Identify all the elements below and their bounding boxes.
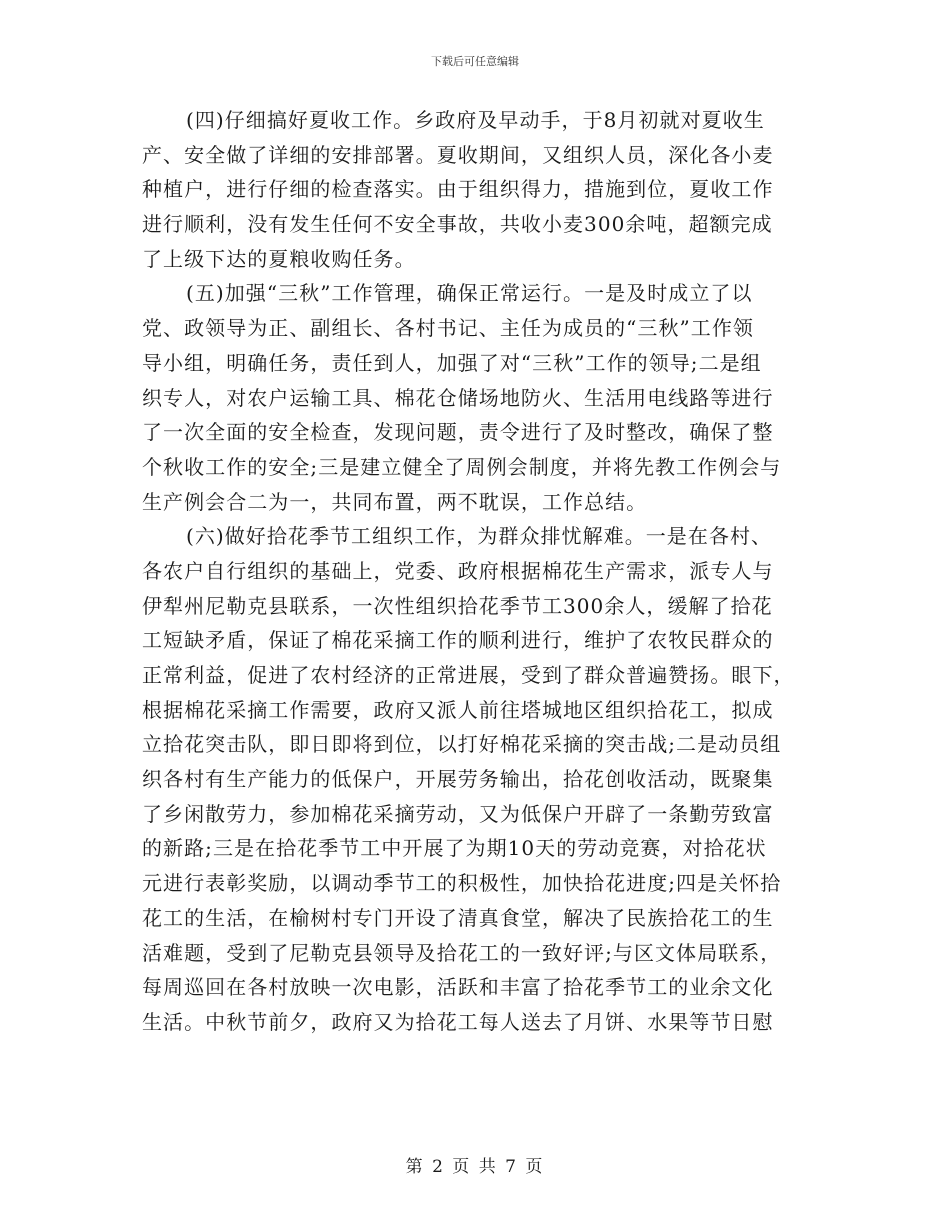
paragraph-line: 生产例会合二为一，共同布置，两不耽误，工作总结。 bbox=[142, 489, 648, 514]
paragraph-line: (六)做好拾花季节工组织工作，为群众排忧解难。一是在各村、 bbox=[186, 524, 773, 549]
paragraph-line: 元进行表彰奖励，以调动季节工的积极性，加快拾花进度;四是关怀拾 bbox=[142, 871, 782, 896]
document-body bbox=[142, 103, 802, 1040]
paragraph-line: (五)加强“三秋”工作管理，确保正常运行。一是及时成立了以 bbox=[186, 281, 753, 306]
paragraph-line: 种植户，进行仔细的检查落实。由于组织得力，措施到位，夏收工作 bbox=[142, 177, 774, 202]
paragraph-line: 花工的生活，在榆树村专门开设了清真食堂，解决了民族拾花工的生 bbox=[142, 905, 774, 930]
paragraph-line: 了乡闲散劳力，参加棉花采摘劳动，又为低保户开辟了一条勤劳致富 bbox=[142, 801, 774, 826]
paragraph-line: 织各村有生产能力的低保户，开展劳务输出，拾花创收活动，既聚集 bbox=[142, 767, 774, 792]
paragraph-line: 党、政领导为正、副组长、各村书记、主任为成员的“三秋”工作领 bbox=[142, 316, 754, 341]
paragraph-line: 根据棉花采摘工作需要，政府又派人前往塔城地区组织拾花工，拟成 bbox=[142, 697, 774, 722]
paragraph-line: 了一次全面的安全检查，发现问题，责令进行了及时整改，确保了整 bbox=[142, 420, 774, 445]
paragraph-line: 进行顺利，没有发生任何不安全事故，共收小麦300余吨，超额完成 bbox=[142, 212, 773, 237]
paragraph-line: 导小组，明确任务，责任到人，加强了对“三秋”工作的领导;二是组 bbox=[142, 350, 762, 375]
paragraph-line: (四)仔细搞好夏收工作。乡政府及早动手，于8月初就对夏收生 bbox=[186, 108, 765, 132]
paragraph-line: 每周巡回在各村放映一次电影，活跃和丰富了拾花季节工的业余文化 bbox=[142, 975, 774, 1000]
page-number-footer: 第 2 页 共 7 页 bbox=[405, 1157, 545, 1177]
paragraph-line: 伊犁州尼勒克县联系，一次性组织拾花季节工300余人，缓解了拾花 bbox=[142, 593, 773, 618]
paragraph-line: 产、安全做了详细的安排部署。夏收期间，又组织人员，深化各小麦 bbox=[142, 142, 774, 167]
paragraph-line: 正常利益，促进了农村经济的正常进展，受到了群众普遍赞扬。眼下， bbox=[142, 663, 795, 687]
paragraph-line: 活难题，受到了尼勒克县领导及拾花工的一致好评;与区文体局联系， bbox=[142, 940, 782, 965]
paragraph-line: 了上级下达的夏粮收购任务。 bbox=[142, 246, 416, 271]
paragraph-line: 个秋收工作的安全;三是建立健全了周例会制度，并将先教工作例会与 bbox=[142, 454, 782, 479]
paragraph-line: 工短缺矛盾，保证了棉花采摘工作的顺利进行，维护了农牧民群众的 bbox=[142, 628, 774, 653]
page-header-note: 下载后可任意编辑 bbox=[431, 55, 519, 68]
paragraph-line: 织专人，对农户运输工具、棉花仓储场地防火、生活用电线路等进行 bbox=[142, 385, 774, 410]
paragraph-line: 的新路;三是在拾花季节工中开展了为期10天的劳动竞赛，对拾花状 bbox=[142, 836, 767, 861]
paragraph-line: 立拾花突击队，即日即将到位，以打好棉花采摘的突击战;二是动员组 bbox=[142, 732, 782, 757]
paragraph-line: 生活。中秋节前夕，政府又为拾花工每人送去了月饼、水果等节日慰 bbox=[142, 1009, 774, 1034]
paragraph-line: 各农户自行组织的基础上，党委、政府根据棉花生产需求，派专人与 bbox=[142, 558, 774, 583]
